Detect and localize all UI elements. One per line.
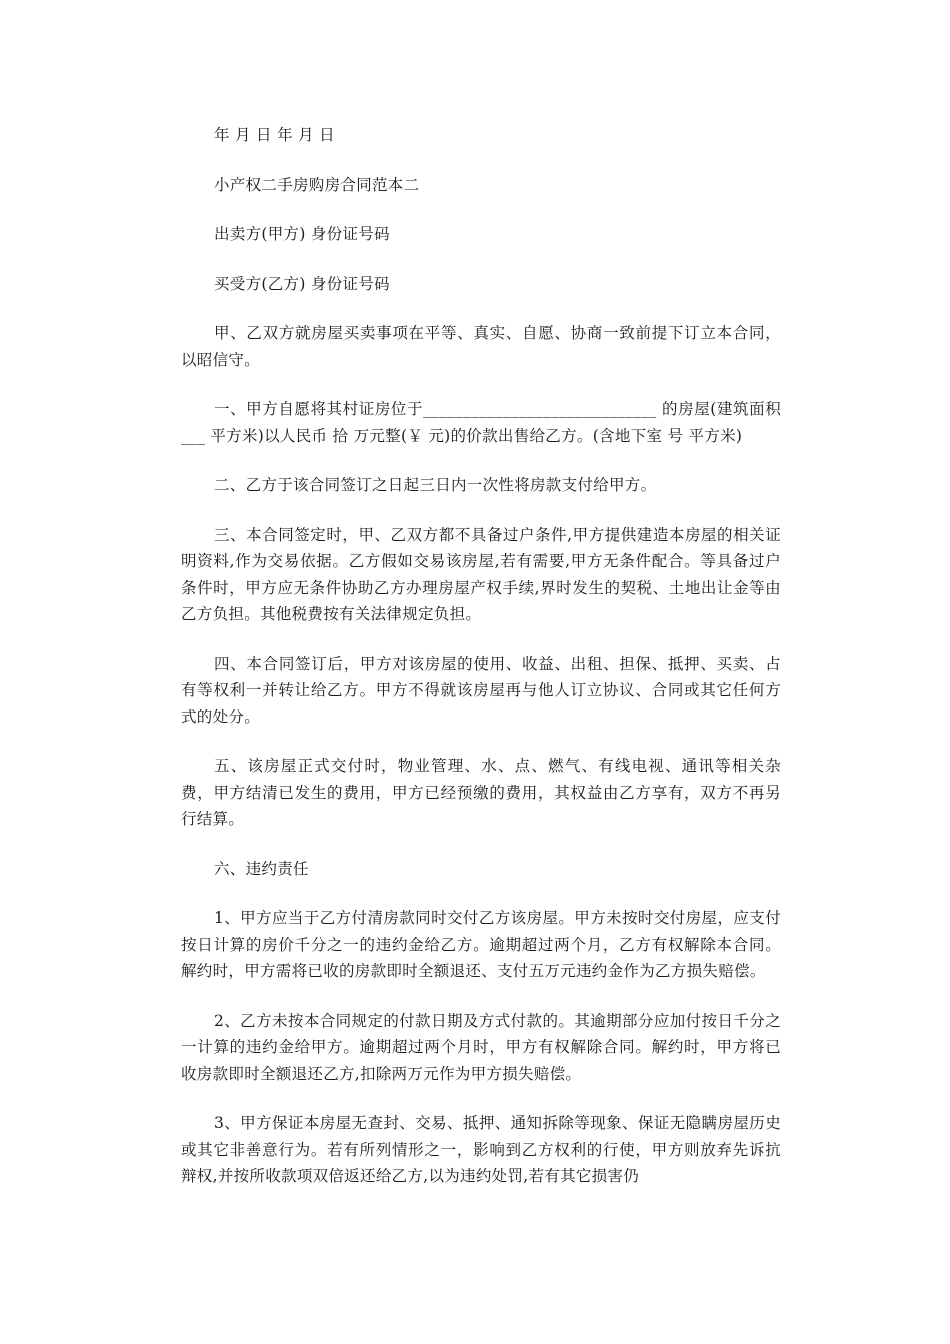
clause-2-paragraph: 二、乙方于该合同签订之日起三日内一次性将房款支付给甲方。 bbox=[214, 476, 657, 494]
clause-1-paragraph: 一、甲方自愿将其村证房位于_____________________________ 的房屋(建筑面积___ 平方米)以人民币 拾 万元整(￥ 元)的价款出售给乙方。(含地下室 号 平方米) bbox=[181, 400, 781, 445]
clause-5-paragraph: 五、该房屋正式交付时，物业管理、水、点、燃气、有线电视、通讯等相关杂费，甲方结清已发生的费用，甲方已经预缴的费用，其权益由乙方享有，双方不再另行结算。 bbox=[181, 757, 781, 828]
clause-3-paragraph: 三、本合同签定时，甲、乙双方都不具备过户条件,甲方提供建造本房屋的相关证明资料,作为交易依据。乙方假如交易该房屋,若有需要,甲方无条件配合。等具备过户条件时，甲方应无条件协助乙方办理房屋产权手续,界时发生的契税、土地出让金等由乙方负担。其他税费按有关法律规定负担。 bbox=[181, 525, 781, 623]
clause-4-paragraph: 四、本合同签订后，甲方对该房屋的使用、收益、出租、担保、抵押、买卖、占有等权利一并转让给乙方。甲方不得就该房屋再与他人订立协议、合同或其它任何方式的处分。 bbox=[181, 654, 781, 726]
liability-item-1: 1、甲方应当于乙方付清房款同时交付乙方该房屋。甲方未按时交付房屋，应支付按日计算的房价千分之一的违约金给乙方。逾期超过两个月，乙方有权解除本合同。解约时，甲方需将已收的房款即时全额退还、支付五万元违约金作为乙方损失赔偿。 bbox=[181, 909, 781, 980]
seller-line: 出卖方(甲方) 身份证号码 bbox=[214, 225, 390, 243]
buyer-line: 买受方(乙方) 身份证号码 bbox=[214, 274, 390, 293]
contract-title: 小产权二手房购房合同范本二 bbox=[214, 175, 420, 194]
contract-body bbox=[181, 122, 781, 1213]
clause-6-heading: 六、违约责任 bbox=[214, 859, 309, 878]
liability-item-3: 3、甲方保证本房屋无查封、交易、抵押、通知拆除等现象、保证无隐瞒房屋历史或其它非善意行为。若有所列情形之一，影响到乙方权利的行使，甲方则放弃先诉抗辩权,并按所收款项双倍返还给乙方,以为违约处罚,若有其它损害仍 bbox=[181, 1114, 781, 1185]
date-line: 年 月 日 年 月 日 bbox=[214, 126, 335, 144]
liability-item-2: 2、乙方未按本合同规定的付款日期及方式付款的。其逾期部分应加付按日千分之一计算的违约金给甲方。逾期超过两个月时，甲方有权解除合同。解约时，甲方将已收房款即时全额退还乙方,扣除两万元作为甲方损失赔偿。 bbox=[181, 1011, 781, 1083]
preamble-paragraph: 甲、乙双方就房屋买卖事项在平等、真实、自愿、协商一致前提下订立本合同，以昭信守。 bbox=[181, 324, 781, 369]
